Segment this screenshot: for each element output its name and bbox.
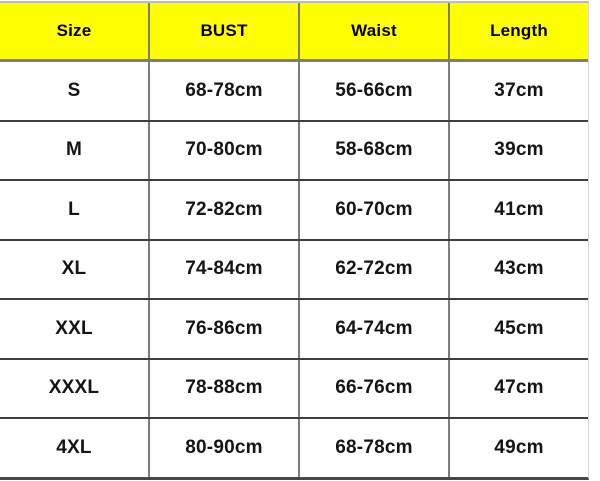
- bust-value: 78-88cm: [148, 360, 298, 418]
- column-header-waist: Waist: [298, 3, 448, 59]
- waist-value: 58-68cm: [298, 122, 448, 180]
- bust-value: 68-78cm: [148, 62, 298, 120]
- size-label: XL: [61, 258, 87, 280]
- size-label: XXXL: [48, 377, 100, 399]
- length-value: 41cm: [448, 181, 588, 239]
- table-header-row: [0, 3, 588, 62]
- column-header-size: Size: [56, 21, 92, 40]
- bust-value: 74-84cm: [148, 241, 298, 299]
- size-label: XXL: [55, 317, 93, 339]
- column-header-length: Length: [448, 3, 588, 59]
- waist-value: 62-72cm: [298, 241, 448, 299]
- table-row-m: [0, 122, 588, 182]
- length-value: 47cm: [448, 360, 588, 418]
- table-row-xxxl: [0, 360, 588, 420]
- bust-value: 76-86cm: [148, 300, 298, 358]
- table-row-s: [0, 62, 588, 122]
- bust-value: 80-90cm: [148, 419, 298, 477]
- waist-value: 60-70cm: [298, 181, 448, 239]
- length-value: 45cm: [448, 300, 588, 358]
- table-row-l: [0, 181, 588, 241]
- length-value: 43cm: [448, 241, 588, 299]
- waist-value: 66-76cm: [298, 360, 448, 418]
- size-label: S: [67, 79, 81, 101]
- size-chart-table: [0, 1, 589, 480]
- length-value: 49cm: [448, 419, 588, 477]
- size-label: 4XL: [56, 436, 92, 458]
- length-value: 39cm: [448, 122, 588, 180]
- size-label: L: [68, 198, 80, 220]
- column-header-bust: BUST: [148, 3, 298, 59]
- table-row-xxl: [0, 300, 588, 360]
- table-row-4xl: [0, 419, 588, 477]
- bust-value: 70-80cm: [148, 122, 298, 180]
- waist-value: 56-66cm: [298, 62, 448, 120]
- length-value: 37cm: [448, 62, 588, 120]
- waist-value: 64-74cm: [298, 300, 448, 358]
- bust-value: 72-82cm: [148, 181, 298, 239]
- table-row-xl: [0, 241, 588, 301]
- size-label: M: [65, 139, 83, 161]
- waist-value: 68-78cm: [298, 419, 448, 477]
